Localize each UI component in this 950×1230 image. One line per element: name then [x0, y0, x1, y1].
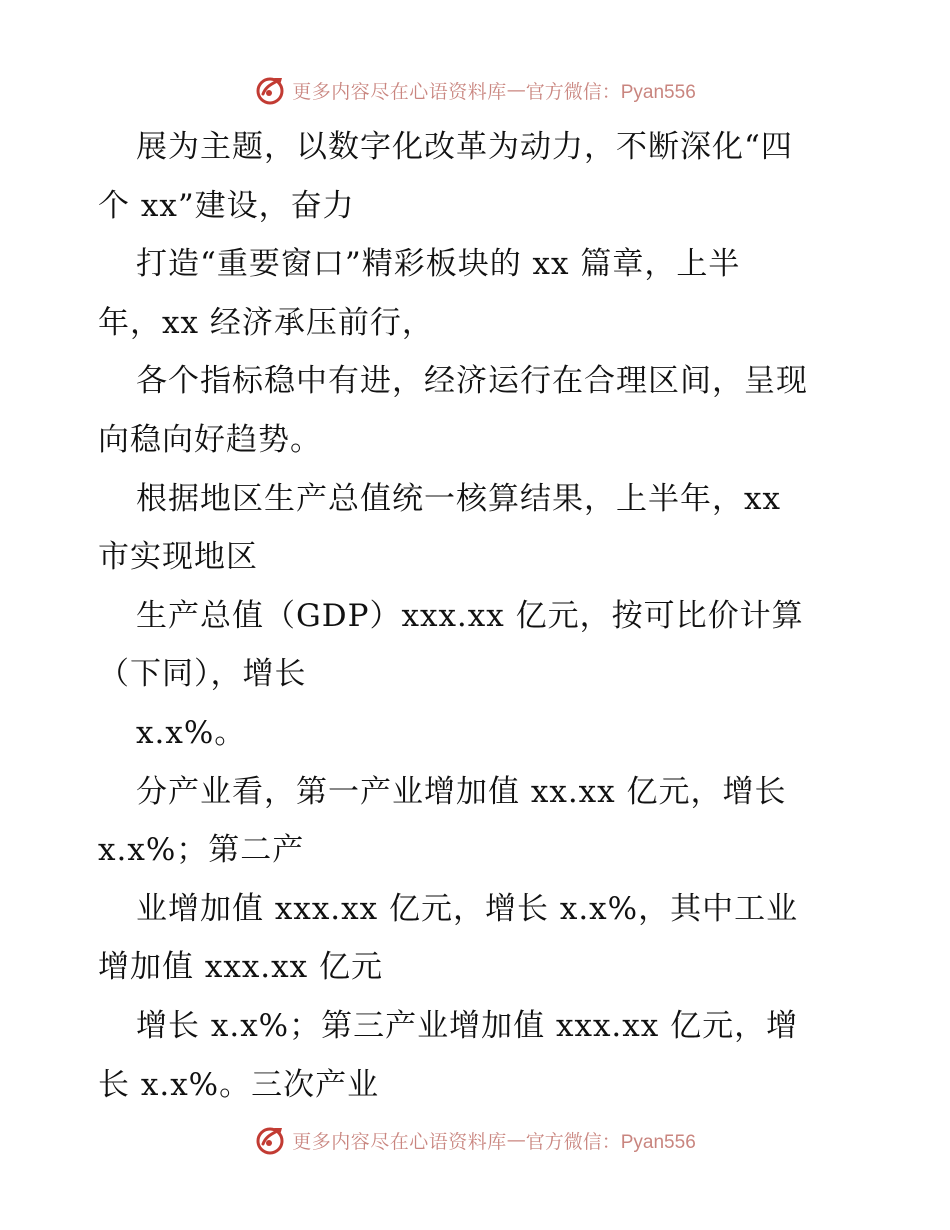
text-line: 分产业看，第一产业增加值 xx.xx 亿元，增长: [136, 773, 787, 810]
header-wechat-text: 官方微信：Pyan556: [525, 81, 696, 103]
footer-banner-separator: —: [506, 1129, 526, 1151]
header-banner: [0, 70, 950, 110]
footer-banner-text: 更多内容尽在心语资料库: [292, 1130, 507, 1153]
text-line: 生产总值（GDP）xxx.xx 亿元，按可比价计算: [136, 597, 804, 634]
text-line: x.x%；第二产: [98, 832, 305, 869]
text-line: 向稳向好趋势。: [98, 421, 322, 458]
text-line: 展为主题，以数字化改革为动力，不断深化“四: [136, 129, 793, 165]
footer-banner: [0, 1120, 950, 1160]
logo-icon: [254, 74, 286, 106]
footer-wechat-text: 官方微信：Pyan556: [525, 1131, 696, 1153]
document-body: [98, 118, 868, 1114]
text-line: x.x%。: [136, 714, 247, 751]
header-banner-text: 更多内容尽在心语资料库: [292, 80, 507, 103]
text-line: 个 xx”建设，奋力: [98, 187, 355, 224]
logo-icon: [254, 1124, 286, 1156]
text-line: 各个指标稳中有进，经济运行在合理区间，呈现: [136, 363, 808, 400]
text-line: 根据地区生产总值统一核算结果，上半年，xx: [136, 480, 781, 517]
text-line: 增加值 xxx.xx 亿元: [98, 949, 383, 986]
text-line: 业增加值 xxx.xx 亿元，增长 x.x%，其中工业: [136, 890, 799, 927]
text-line: （下同），增长: [98, 656, 307, 693]
text-line: 长 x.x%。三次产业: [98, 1066, 380, 1103]
header-banner-separator: —: [506, 79, 526, 101]
text-line: 打造“重要窗口”精彩板块的 xx 篇章，上半: [136, 246, 741, 283]
text-line: 市实现地区: [98, 539, 258, 576]
text-line: 增长 x.x%；第三产业增加值 xxx.xx 亿元，增: [136, 1007, 799, 1044]
text-line: 年，xx 经济承压前行，: [98, 304, 434, 341]
